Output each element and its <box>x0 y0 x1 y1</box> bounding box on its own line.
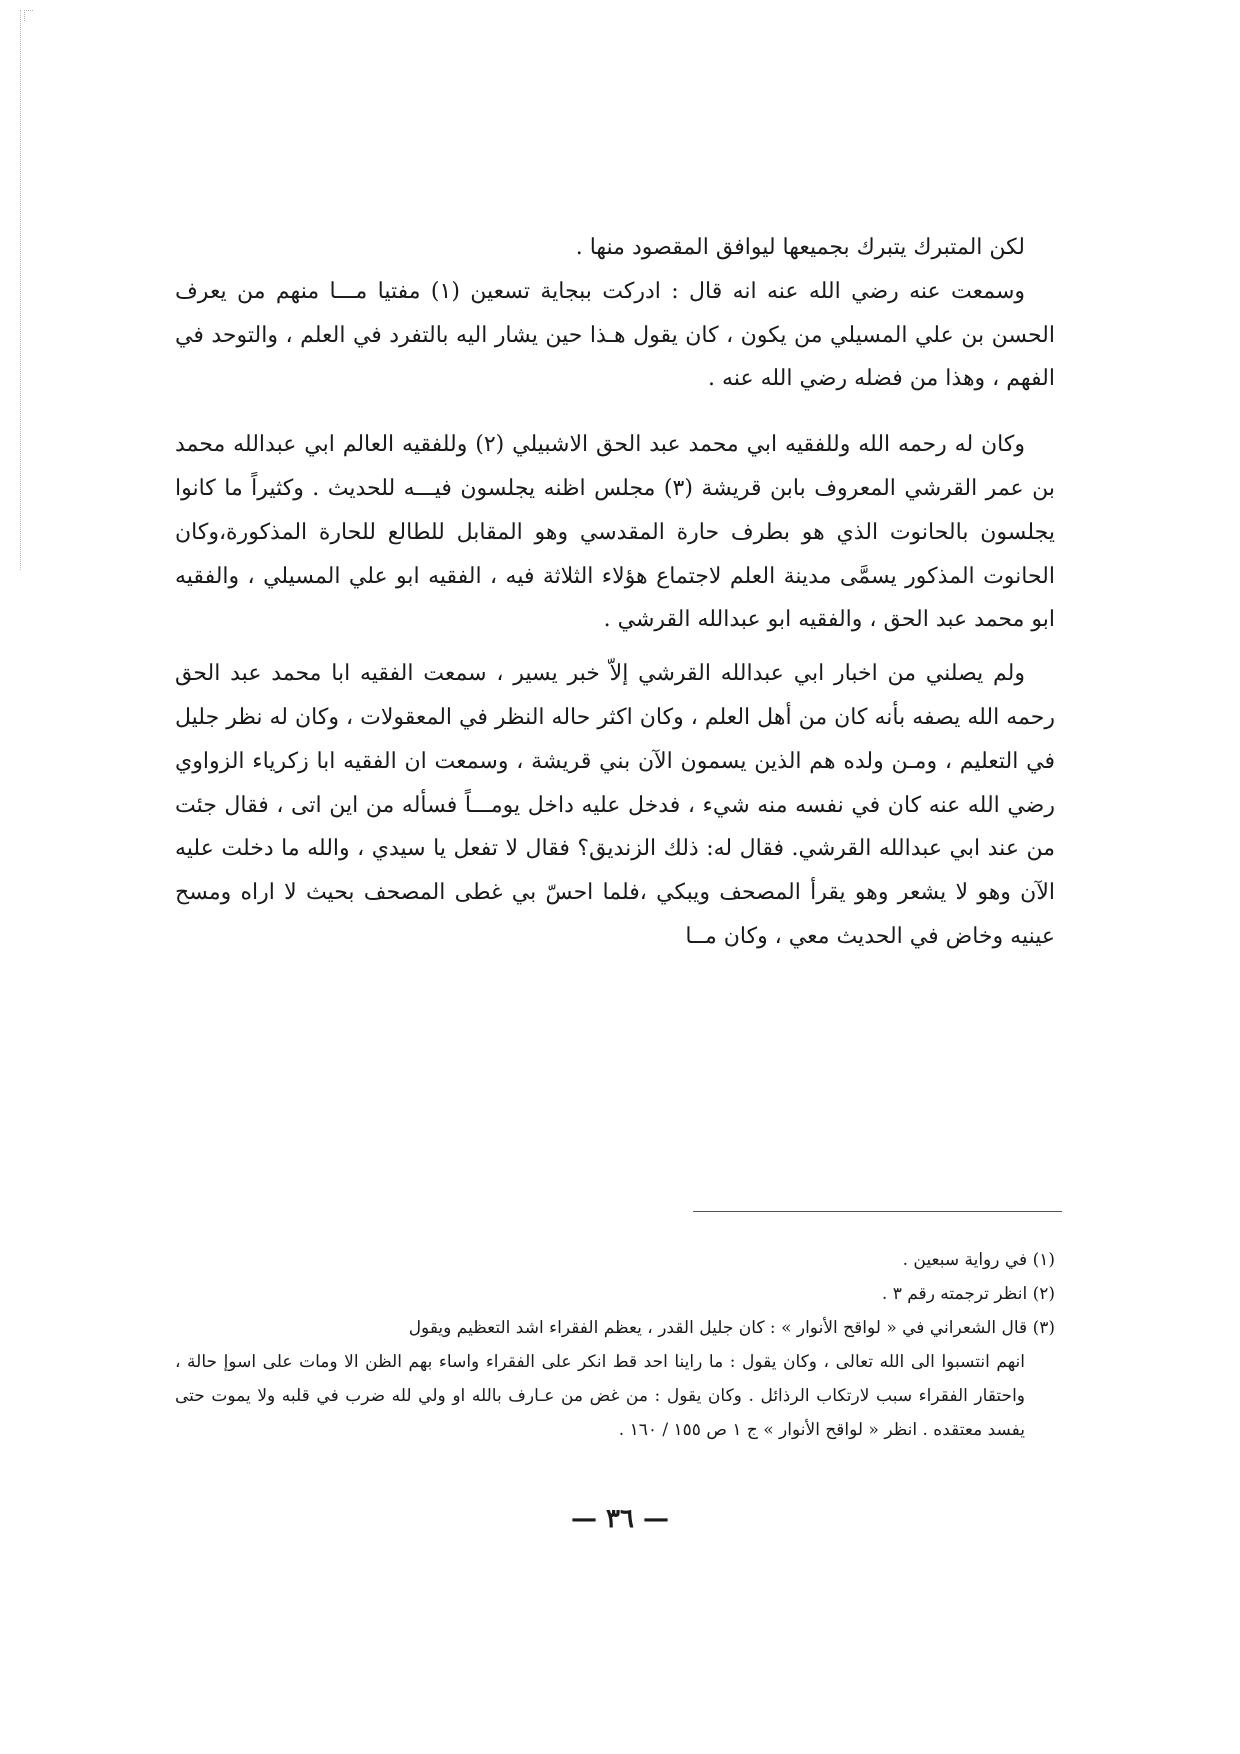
paragraph-3: وكان له رحمه الله وللفقيه ابي محمد عبد الحق الاشبيلي (٢) وللفقيه العالم ابي عبدالله محمد بن عمر القرشي المعروف بابن قريشة (٣) مجلس اظنه يجلسون فيـــه للحديث . وكثيراً ما كانوا يجلسون بالحانوت الذي هو بطرف حارة المقدسي وهو المقابل للطالع للحارة المذكورة،وكان الحانوت المذكور يسمَّى مدينة العلم لاجتماع هؤلاء الثلاثة فيه ، الفقيه ابو علي المسيلي ، والفقيه ابو محمد عبد الحق ، والفقيه ابو عبدالله القرشي . <box>175 432 1055 633</box>
main-text <box>175 226 1055 959</box>
footnote-1: (١) في رواية سبعين . <box>902 1250 1055 1270</box>
paragraph-1: لكن المتبرك يتبرك بجميعها ليوافق المقصود منها . <box>575 235 1025 260</box>
footnote-3-continuation: انهم انتسبوا الى الله تعالى ، وكان يقول : ما راينا احد قط انكر على الفقراء واساء بهم الظن الا ومات على اسوإ حالة ، واحتقار الفقراء سبب لارتكاب الرذائل . وكان يقول : من غض من عـارف بالله او ولي لله ضرب في قلبه ولا يموت حتى يفسد معتقده . انظر « لواقح الأنوار » ج ١ ص ١٥٥ / ١٦٠ . <box>175 1352 1025 1440</box>
footnotes <box>175 1243 1055 1447</box>
paragraph-2: وسمعت عنه رضي الله عنه انه قال : ادركت ببجاية تسعين (١) مفتيا مـــا منهم من يعرف الحسن بن علي المسيلي من يكون ، كان يقول هـذا حين يشار اليه بالتفرد في العلم ، والتوحد في الفهم ، وهذا من فضله رضي الله عنه . <box>175 278 1055 392</box>
page-number: — ٣٦ — <box>570 1504 670 1534</box>
paragraph-4: ولم يصلني من اخبار ابي عبدالله القرشي إلاّ خبر يسير ، سمعت الفقيه ابا محمد عبد الحق رحمه الله يصفه بأنه كان من أهل العلم ، وكان اكثر حاله النظر في المعقولات ، وكان له نظر جليل في التعليم ، ومـن ولده هم الذين يسمون الآن بني قريشة ، وسمعت ان الفقيه ابا زكرياء الزواوي رضي الله عنه كان في نفسه منه شيء ، فدخل عليه داخل يومـــاً فسأله من اين اتى ، فقال جئت من عند ابي عبدالله القرشي. فقال له: ذلك الزنديق؟ فقال لا تفعل يا سيدي ، والله ما دخلت عليه الآن وهو لا يشعر وهو يقرأ المصحف ويبكي ،فلما احسّ بي غطى المصحف بحيث لا اراه ومسح عينيه وخاض في الحديث معي ، وكان مــا <box>175 661 1055 949</box>
binding-marks <box>20 10 25 570</box>
footnote-separator <box>693 1211 1062 1212</box>
corner-mark <box>24 10 33 21</box>
footnote-2: (٢) انظر ترجمته رقم ٣ . <box>881 1284 1055 1304</box>
footnote-3: (٣) قال الشعراني في « لواقح الأنوار » : كان جليل القدر ، يعظم الفقراء اشد التعظيم ويقول <box>408 1318 1055 1338</box>
